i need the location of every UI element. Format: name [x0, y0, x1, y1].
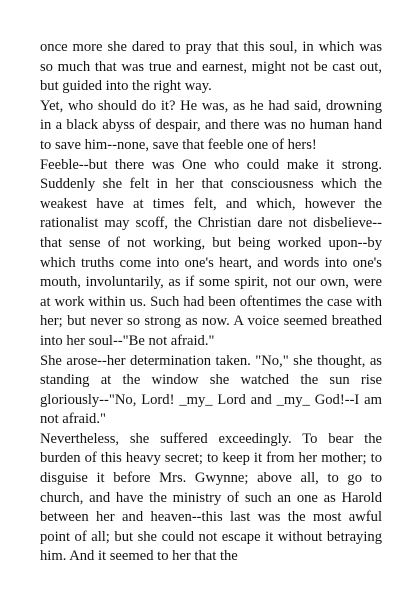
paragraph-3: Feeble--but there was One who could make it strong. Suddenly she felt in her that consciousness which the weakest have at times felt, and which, however the rationalist may scoff, the Christian dare not disbelieve--that sense of not working, but being worked upon--by which truths come into one's heart, and words into one's mouth, involuntarily, as if some spirit, not our own, were at work within us. Such had been oftentimes the case with her; but never so strong as now. A voice seemed breathed into her soul--"Be not afraid." — [40, 156, 382, 349]
paragraph-2: Yet, who should do it? He was, as he had said, drowning in a black abyss of despair, and there was no human hand to save him--none, save that feeble one of hers! — [40, 97, 382, 153]
page-text — [40, 38, 382, 567]
paragraph-4: She arose--her determination taken. "No," she thought, as standing at the window she watched the sun rise gloriously--"No, Lord! _my_ Lord and _my_ God!--I am not afraid." — [40, 352, 382, 428]
paragraph-1: once more she dared to pray that this soul, in which was so much that was true and earnest, might not be cast out, but guided into the right way. — [40, 39, 382, 95]
paragraph-5: Nevertheless, she suffered exceedingly. To bear the burden of this heavy secret; to keep it from her mother; to disguise it before Mrs. Gwynne; above all, to go to church, and have the ministry of such an one as Harold between her and heaven--this last was the most awful point of all; but she could not escape it without betraying him. And it seemed to her that the — [40, 430, 382, 565]
